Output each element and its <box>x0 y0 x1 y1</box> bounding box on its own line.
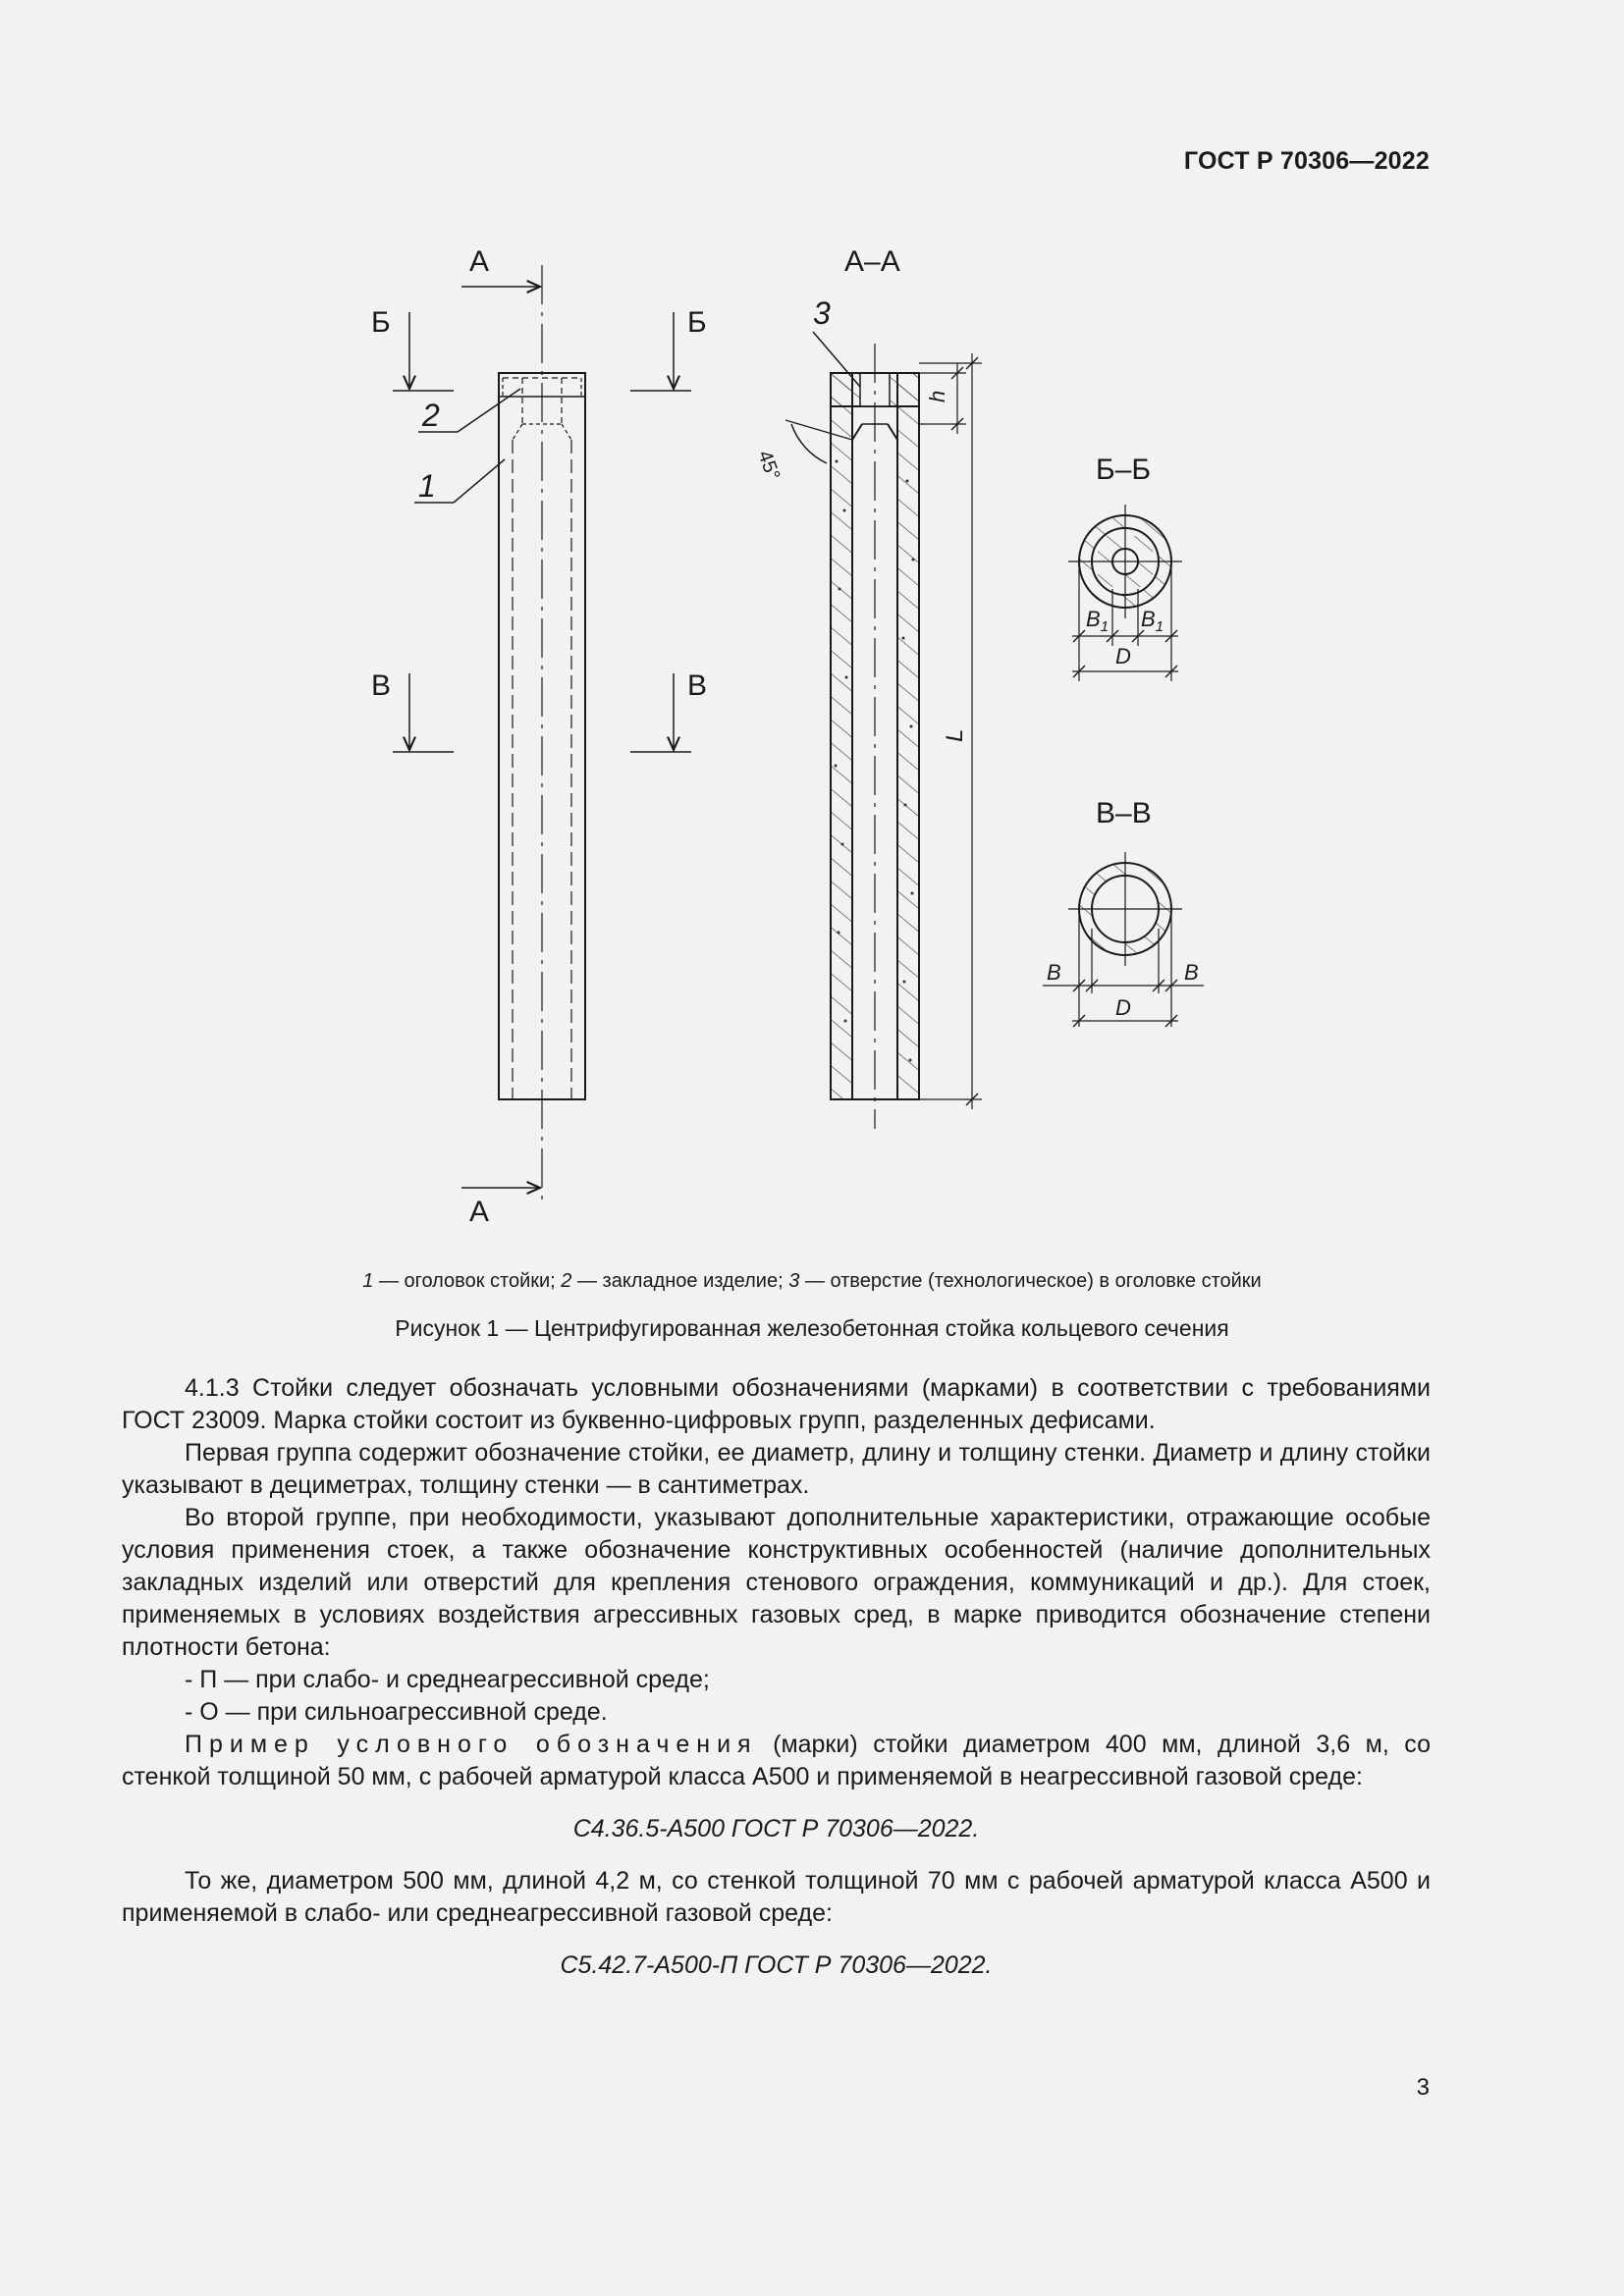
designation-example: С5.42.7-А500-П ГОСТ Р 70306—2022. <box>560 1951 993 1979</box>
dimension-h: h <box>925 390 949 402</box>
section-title-bb: Б–Б <box>1096 454 1152 486</box>
section-label-b-right: Б <box>687 306 707 339</box>
figure-legend: 1 — оголовок стойки; 2 — закладное изделие; 3 — отверстие (технологическое) в оголовке стойки <box>362 1270 1262 1292</box>
dimension-d-bb: D <box>1115 644 1131 668</box>
section-label-a-bottom: А <box>469 1196 490 1228</box>
paragraph: 4.1.3 Стойки следует обозначать условными обозначениями (марками) в соответствии с требованиями ГОСТ 23009. Марка стойки состоит из буквенно-цифровых групп, разделенных дефисами. <box>122 1374 1431 1434</box>
callout-3: 3 <box>813 295 831 331</box>
body-text <box>122 1372 1431 2002</box>
dimension-b-left: B <box>1047 960 1061 985</box>
figure-caption: Рисунок 1 — Центрифугированная железобетонная стойка кольцевого сечения <box>395 1315 1229 1341</box>
paragraph: Пример условного обозначения (марки) стойки диаметром 400 мм, длиной 3,6 м, со стенкой толщиной 50 мм, с рабочей арматурой класса А500 и применяемой в неагрессивной газовой среде: <box>122 1731 1431 1790</box>
section-title-aa: А–А <box>844 245 900 278</box>
section-label-b-left: Б <box>371 306 391 339</box>
dimension-angle: 45° <box>753 448 785 484</box>
dimension-b1-right: $B_1$ <box>1141 607 1164 635</box>
paragraph: Во второй группе, при необходимости, указывают дополнительные характеристики, отражающие особые условия применения стоек, а также обозначение конструктивных особенностей (наличие дополнительных закладных изделий или отверстий для крепления стенового ограждения, коммуникаций и др.). Для стоек, применяемых в условиях воздействия агрессивных газовых сред, в марке приводится обозначение степени плотности бетона: <box>122 1504 1431 1661</box>
document-id: ГОСТ Р 70306—2022 <box>1183 147 1430 175</box>
dimension-b-right: B <box>1184 960 1199 985</box>
dimension-d-vv: D <box>1115 995 1131 1020</box>
list-item: - П — при слабо- и среднеагрессивной среде; <box>185 1666 710 1693</box>
dimension-b1-left: $B_1$ <box>1086 607 1110 635</box>
section-label-v-left: В <box>371 669 392 702</box>
callout-2: 2 <box>422 398 440 433</box>
designation-example: С4.36.5-А500 ГОСТ Р 70306—2022. <box>572 1815 980 1842</box>
section-label-v-right: В <box>687 669 708 702</box>
paragraph: Первая группа содержит обозначение стойки, ее диаметр, длину и толщину стенки. Диаметр и длину стойки указывают в дециметрах, толщину стенки — в сантиметрах. <box>122 1439 1431 1499</box>
paragraph: То же, диаметром 500 мм, длиной 4,2 м, со стенкой толщиной 70 мм с рабочей арматурой класса А500 и применяемой в слабо- или среднеагрессивной газовой среде: <box>122 1867 1431 1927</box>
page-number: 3 <box>1416 2074 1430 2101</box>
section-label-a-top: А <box>469 245 490 278</box>
section-title-vv: В–В <box>1096 797 1152 829</box>
callout-1: 1 <box>418 468 436 504</box>
dimension-l: L <box>942 728 968 742</box>
list-item: - О — при сильноагрессивной среде. <box>185 1698 608 1726</box>
